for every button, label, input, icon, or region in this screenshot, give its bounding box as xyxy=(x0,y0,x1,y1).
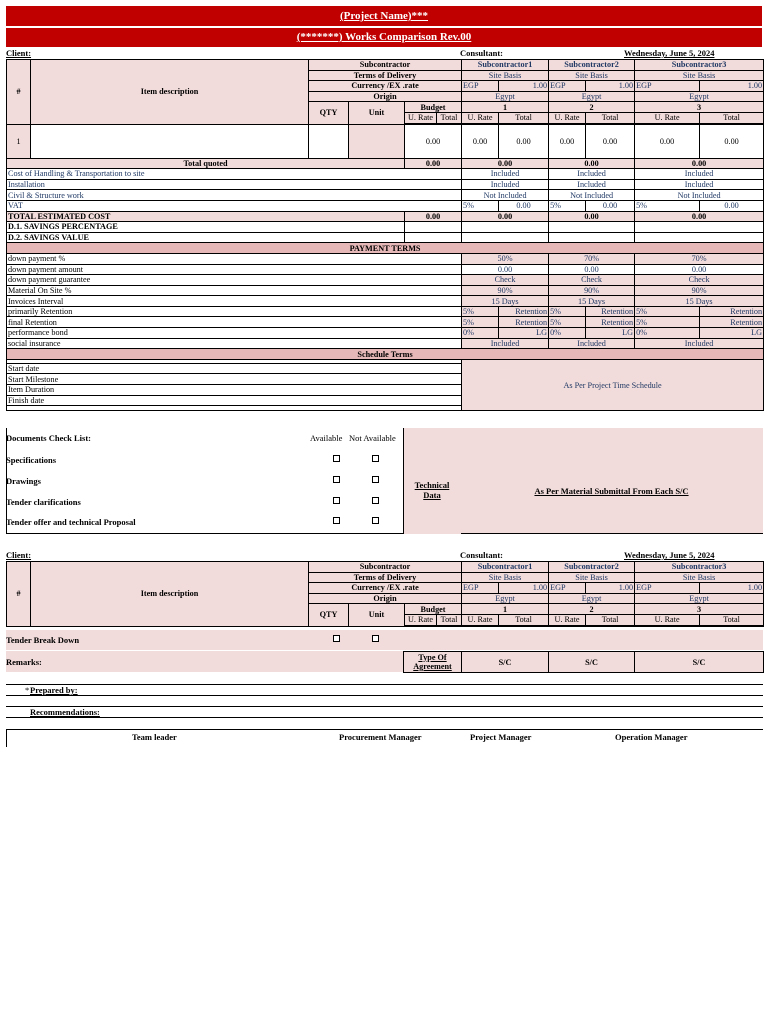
extra-installation-s1: Included xyxy=(462,179,549,190)
retention-primary-s3-txt: Retention xyxy=(700,306,764,317)
performance-bond-s3-pct: 0% xyxy=(635,328,700,339)
performance-bond-s2-pct: 0% xyxy=(549,328,586,339)
extra-civil-label: Civil & Structure work xyxy=(7,190,462,201)
schedule-row-0: Start date xyxy=(7,363,462,374)
subcontractor-1-name-2: Subcontractor1 xyxy=(462,562,549,573)
prepared-by-label: Prepared by: xyxy=(30,685,78,695)
budget-u-rate-head-2: U. Rate xyxy=(405,614,437,625)
subcontractor-3-name: Subcontractor3 xyxy=(635,60,764,71)
extra-handling-s2: Included xyxy=(549,169,635,180)
clarifications-available-checkbox[interactable] xyxy=(333,497,340,504)
s1-num: 1 xyxy=(462,102,549,113)
pay-row-1-s3: 0.00 xyxy=(635,264,764,275)
col-budget: Budget xyxy=(405,102,462,113)
comparison-table xyxy=(6,59,764,411)
signature-project-manager: Project Manager xyxy=(470,732,532,742)
retention-final-s3-pct: 5% xyxy=(635,317,700,328)
retention-primary-label: primarily Retention xyxy=(7,306,462,317)
col-qty: QTY xyxy=(309,102,349,124)
doc-item-clarifications: Tender clarifications xyxy=(6,497,81,507)
col-hash: # xyxy=(7,60,31,125)
schedule-note: As Per Project Time Schedule xyxy=(462,359,764,410)
savings-val-label: D.2. SAVINGS VALUE xyxy=(7,232,405,243)
s2-u-rate-head: U. Rate xyxy=(549,112,586,123)
row-subcontractor-label: Subcontractor xyxy=(309,60,462,71)
col-unit-2: Unit xyxy=(349,604,405,626)
extra-installation-s3: Included xyxy=(635,179,764,190)
s3-num: 3 xyxy=(635,102,764,113)
performance-bond-s1-txt: LG xyxy=(499,328,549,339)
total-quoted-s2: 0.00 xyxy=(549,158,635,169)
s2-currency-2: EGP xyxy=(549,583,586,594)
client-label-2: Client: xyxy=(6,550,32,560)
schedule-terms-title: Schedule Terms xyxy=(7,349,764,360)
s1-rate: 1.00 xyxy=(499,81,549,92)
pay-row-3-s1: 90% xyxy=(462,285,549,296)
s2-origin: Egypt xyxy=(549,91,635,102)
item-s1-u-rate: 0.00 xyxy=(462,124,499,158)
col-unit: Unit xyxy=(349,102,405,124)
estimated-s2: 0.00 xyxy=(549,211,635,222)
item-qty-cell[interactable] xyxy=(309,124,349,158)
s2-total-head: Total xyxy=(586,112,635,123)
retention-primary-s2-pct: 5% xyxy=(549,306,586,317)
extra-civil-s2: Not Included xyxy=(549,190,635,201)
item-budget-u-rate: 0.00 xyxy=(405,124,462,158)
savings-pct-label: D.1. SAVINGS PERCENTAGE xyxy=(7,222,405,233)
tender-break-down-row xyxy=(6,630,763,650)
row-currency-label: Currency /EX .rate xyxy=(309,81,462,92)
s1-total-head: Total xyxy=(499,112,549,123)
s2-delivery-2: Site Basis xyxy=(549,572,635,583)
drawings-not-available-checkbox[interactable] xyxy=(372,476,379,483)
budget-u-rate-head: U. Rate xyxy=(405,112,437,123)
social-insurance-label: social insurance xyxy=(7,338,462,349)
pay-row-0-label: down payment % xyxy=(7,253,462,264)
pay-row-4-s3: 15 Days xyxy=(635,296,764,307)
col-hash-2: # xyxy=(7,562,31,627)
vat-s1-val: 0.00 xyxy=(499,200,549,211)
retention-final-s2-pct: 5% xyxy=(549,317,586,328)
budget-total-head-2: Total xyxy=(437,614,462,625)
retention-final-label: final Retention xyxy=(7,317,462,328)
subcontractor-2-name-2: Subcontractor2 xyxy=(549,562,635,573)
agreement-s2: S/C xyxy=(549,652,635,673)
s1-u-rate-head-2: U. Rate xyxy=(462,614,499,625)
col-item-description-2: Item description xyxy=(31,562,309,627)
row-terms-label: Terms of Delivery xyxy=(309,70,462,81)
comparison-title-banner xyxy=(6,28,762,47)
vat-s2-val: 0.00 xyxy=(586,200,635,211)
pay-row-1-s2: 0.00 xyxy=(549,264,635,275)
date-label: Wednesday, June 5, 2024 xyxy=(624,48,715,58)
recommendations-label: Recommendations: xyxy=(30,707,100,717)
consultant-label: Consultant: xyxy=(460,48,503,58)
retention-final-s1-pct: 5% xyxy=(462,317,499,328)
schedule-row-3: Finish date xyxy=(7,395,462,406)
s2-rate-2: 1.00 xyxy=(586,583,635,594)
total-quoted-s1: 0.00 xyxy=(462,158,549,169)
total-quoted-budget: 0.00 xyxy=(405,158,462,169)
consultant-label-2: Consultant: xyxy=(460,550,503,560)
row-subcontractor-label-2: Subcontractor xyxy=(309,562,462,573)
vat-s3-val: 0.00 xyxy=(700,200,764,211)
s3-origin-2: Egypt xyxy=(635,593,764,604)
item-description-cell[interactable] xyxy=(31,124,309,158)
tender-break-down-not-available-checkbox[interactable] xyxy=(372,635,379,642)
agreement-table xyxy=(403,651,764,673)
retention-primary-s3-pct: 5% xyxy=(635,306,700,317)
schedule-row-2: Item Duration xyxy=(7,385,462,396)
row-origin-label: Origin xyxy=(309,91,462,102)
item-s3-u-rate: 0.00 xyxy=(635,124,700,158)
retention-final-s2-txt: Retention xyxy=(586,317,635,328)
s1-delivery: Site Basis xyxy=(462,70,549,81)
performance-bond-s1-pct: 0% xyxy=(462,328,499,339)
divider xyxy=(6,695,763,696)
s2-origin-2: Egypt xyxy=(549,593,635,604)
extra-installation-label: Installation xyxy=(7,179,462,190)
item-num: 1 xyxy=(7,124,31,158)
divider xyxy=(6,684,763,685)
s3-num-2: 3 xyxy=(635,604,764,615)
pay-row-3-label: Material On Site % xyxy=(7,285,462,296)
s2-total-head-2: Total xyxy=(586,614,635,625)
pay-row-3-s3: 90% xyxy=(635,285,764,296)
date-label-2: Wednesday, June 5, 2024 xyxy=(624,550,715,560)
item-s2-total: 0.00 xyxy=(586,124,635,158)
s2-delivery: Site Basis xyxy=(549,70,635,81)
s1-total-head-2: Total xyxy=(499,614,549,625)
col-qty-2: QTY xyxy=(309,604,349,626)
agreement-s1: S/C xyxy=(462,652,549,673)
s3-currency: EGP xyxy=(635,81,700,92)
pay-row-4-s2: 15 Days xyxy=(549,296,635,307)
extra-installation-s2: Included xyxy=(549,179,635,190)
budget-total-head: Total xyxy=(437,112,462,123)
s3-rate: 1.00 xyxy=(700,81,764,92)
pay-row-2-s1[interactable]: Check xyxy=(462,275,549,286)
s3-u-rate-head: U. Rate xyxy=(635,112,700,123)
client-label: Client: xyxy=(6,48,32,58)
vat-s3-pct: 5% xyxy=(635,200,700,211)
s2-u-rate-head-2: U. Rate xyxy=(549,614,586,625)
s3-u-rate-head-2: U. Rate xyxy=(635,614,700,625)
s1-u-rate-head: U. Rate xyxy=(462,112,499,123)
prepared-mark: * xyxy=(25,685,30,695)
item-s3-total: 0.00 xyxy=(700,124,764,158)
row-terms-label-2: Terms of Delivery xyxy=(309,572,462,583)
pay-row-2-label: down payment guarantee xyxy=(7,275,462,286)
subcontractor-2-name: Subcontractor2 xyxy=(549,60,635,71)
s2-num-2: 2 xyxy=(549,604,635,615)
extra-handling-s3: Included xyxy=(635,169,764,180)
row-origin-label-2: Origin xyxy=(309,593,462,604)
s1-delivery-2: Site Basis xyxy=(462,572,549,583)
estimated-s3: 0.00 xyxy=(635,211,764,222)
doc-item-specifications: Specifications xyxy=(6,455,57,465)
vat-s1-pct: 5% xyxy=(462,200,499,211)
s1-rate-2: 1.00 xyxy=(499,583,549,594)
s1-origin-2: Egypt xyxy=(462,593,549,604)
item-unit-cell[interactable] xyxy=(349,124,405,158)
documents-note: As Per Material Submittal From Each S/C xyxy=(534,486,689,496)
remarks-label: Remarks: xyxy=(6,657,42,667)
available-label: Available xyxy=(310,433,343,443)
drawings-available-checkbox[interactable] xyxy=(333,476,340,483)
payment-terms-title: PAYMENT TERMS xyxy=(7,243,764,254)
estimated-s1: 0.00 xyxy=(462,211,549,222)
pay-row-0-s3: 70% xyxy=(635,253,764,264)
performance-bond-s3-txt: LG xyxy=(700,328,764,339)
project-name: (Project Name)*** xyxy=(339,10,429,22)
documents-title: Documents Check List: xyxy=(6,433,91,443)
s3-total-head-2: Total xyxy=(700,614,764,625)
retention-primary-s1-txt: Retention xyxy=(499,306,549,317)
agreement-s3: S/C xyxy=(635,652,764,673)
pay-row-0-s1: 50% xyxy=(462,253,549,264)
spec-not-available-checkbox[interactable] xyxy=(372,455,379,462)
extra-civil-s3: Not Included xyxy=(635,190,764,201)
pay-row-2-s2[interactable]: Check xyxy=(549,275,635,286)
pay-row-1-s1: 0.00 xyxy=(462,264,549,275)
retention-primary-s2-txt: Retention xyxy=(586,306,635,317)
pay-row-3-s2: 90% xyxy=(549,285,635,296)
s3-delivery: Site Basis xyxy=(635,70,764,81)
signature-operation-manager: Operation Manager xyxy=(615,732,688,742)
social-insurance-s1: Included xyxy=(462,338,549,349)
s2-num: 2 xyxy=(549,102,635,113)
retention-primary-s1-pct: 5% xyxy=(462,306,499,317)
item-s1-total: 0.00 xyxy=(499,124,549,158)
extra-civil-s1: Not Included xyxy=(462,190,549,201)
retention-final-s1-txt: Retention xyxy=(499,317,549,328)
estimated-budget: 0.00 xyxy=(405,211,462,222)
technical-data-label: Technical Data xyxy=(414,480,450,500)
performance-bond-s2-txt: LG xyxy=(586,328,635,339)
doc-item-drawings: Drawings xyxy=(6,476,41,486)
s1-currency: EGP xyxy=(462,81,499,92)
s3-total-head: Total xyxy=(700,112,764,123)
estimated-cost-label: TOTAL ESTIMATED COST xyxy=(7,211,405,222)
social-insurance-s3: Included xyxy=(635,338,764,349)
s2-currency: EGP xyxy=(549,81,586,92)
total-quoted-label: Total quoted xyxy=(7,158,405,169)
not-available-label: Not Available xyxy=(349,433,396,443)
performance-bond-label: performance bond xyxy=(7,328,462,339)
pay-row-1-label: down payment amount xyxy=(7,264,462,275)
s1-num-2: 1 xyxy=(462,604,549,615)
s3-currency-2: EGP xyxy=(635,583,700,594)
row-currency-label-2: Currency /EX .rate xyxy=(309,583,462,594)
project-name-banner xyxy=(6,6,762,26)
s3-delivery-2: Site Basis xyxy=(635,572,764,583)
comparison-table-2 xyxy=(6,561,764,627)
extra-handling-s1: Included xyxy=(462,169,549,180)
spec-available-checkbox[interactable] xyxy=(333,455,340,462)
vat-label: VAT xyxy=(7,200,462,211)
subcontractor-1-name: Subcontractor1 xyxy=(462,60,549,71)
clarifications-not-available-checkbox[interactable] xyxy=(372,497,379,504)
divider xyxy=(6,706,763,707)
signature-procurement-manager: Procurement Manager xyxy=(339,732,422,742)
tender-offer-not-available-checkbox[interactable] xyxy=(372,517,379,524)
pay-row-0-s2: 70% xyxy=(549,253,635,264)
pay-row-2-s3[interactable]: Check xyxy=(635,275,764,286)
s1-currency-2: EGP xyxy=(462,583,499,594)
vat-s2-pct: 5% xyxy=(549,200,586,211)
subcontractor-3-name-2: Subcontractor3 xyxy=(635,562,764,573)
s1-origin: Egypt xyxy=(462,91,549,102)
signature-team-leader: Team leader xyxy=(132,732,177,742)
retention-final-s3-txt: Retention xyxy=(700,317,764,328)
col-item-description: Item description xyxy=(31,60,309,125)
documents-note-panel xyxy=(460,428,763,534)
total-quoted-s3: 0.00 xyxy=(635,158,764,169)
item-s2-u-rate: 0.00 xyxy=(549,124,586,158)
s3-rate-2: 1.00 xyxy=(700,583,764,594)
divider xyxy=(6,717,763,718)
tender-break-down-available-checkbox[interactable] xyxy=(333,635,340,642)
tender-offer-available-checkbox[interactable] xyxy=(333,517,340,524)
s2-rate: 1.00 xyxy=(586,81,635,92)
col-budget-2: Budget xyxy=(405,604,462,615)
tender-break-down-label: Tender Break Down xyxy=(6,635,80,645)
pay-row-4-label: Invoices Interval xyxy=(7,296,462,307)
comparison-title: (*******) Works Comparison Rev.00 xyxy=(296,31,472,43)
social-insurance-s2: Included xyxy=(549,338,635,349)
type-of-agreement-label: Type Of Agreement xyxy=(404,652,462,673)
doc-item-tender-offer: Tender offer and technical Proposal xyxy=(6,517,136,527)
s3-origin: Egypt xyxy=(635,91,764,102)
schedule-row-1: Start Milestone xyxy=(7,374,462,385)
pay-row-4-s1: 15 Days xyxy=(462,296,549,307)
extra-handling-label: Cost of Handling & Transportation to site xyxy=(7,169,462,180)
